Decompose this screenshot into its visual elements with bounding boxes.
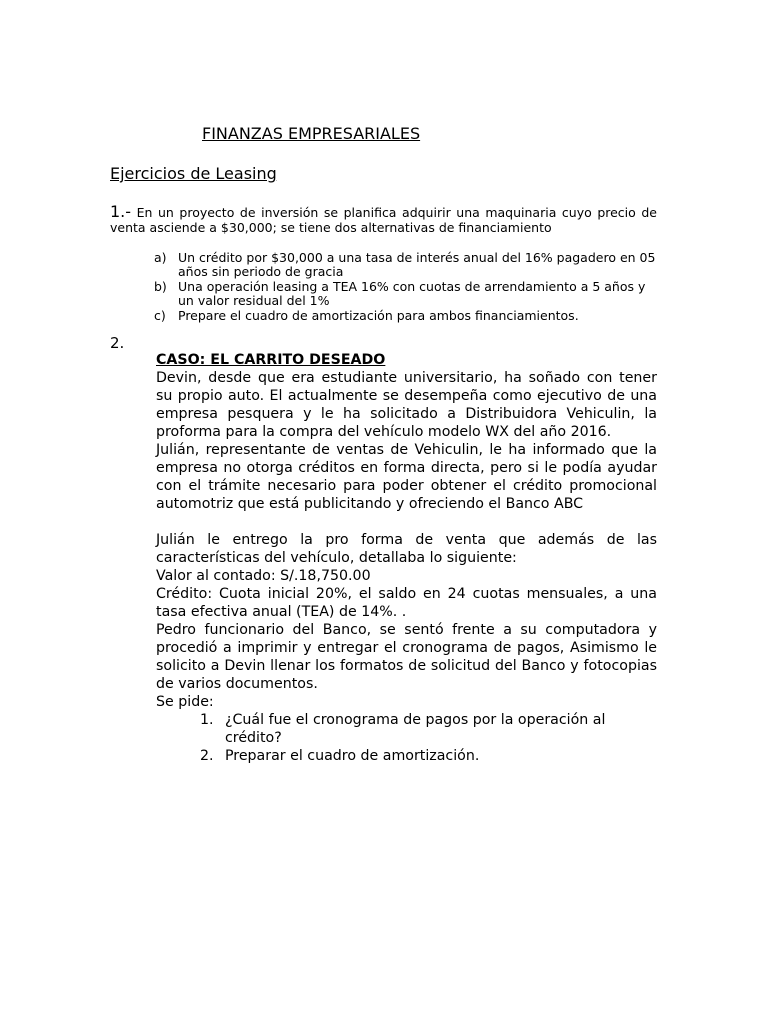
case-paragraph-1: Devin, desde que era estudiante universitario, ha soñado con tener su propio auto. El actualmente se desempeña como ejecutivo de una empresa pesquera y le ha solicitado a Distribuidora Vehiculin, la proforma para la compra del vehículo modelo WX del año 2016. xyxy=(156,370,657,440)
blank-line xyxy=(156,513,657,531)
question-1-number: 1.- xyxy=(110,202,132,221)
list-item-text: Prepare el cuadro de amortización para ambos financiamientos. xyxy=(178,307,579,323)
se-pide-label: Se pide: xyxy=(156,694,214,710)
list-item xyxy=(200,711,657,747)
case-study xyxy=(156,351,657,765)
question-1-text: En un proyecto de inversión se planifica adquirir una maquinaria cuyo precio de venta asciende a $30,000; se tiene dos alternativas de financiamiento xyxy=(110,205,657,235)
list-item xyxy=(154,309,657,323)
credit-terms: Crédito: Cuota inicial 20%, el saldo en 24 cuotas mensuales, a una tasa efectiva anual (TEA) de 14%. . xyxy=(156,586,657,620)
question-1-options xyxy=(154,251,657,323)
document-subtitle: Ejercicios de Leasing xyxy=(110,164,277,183)
case-paragraph-2: Julián, representante de ventas de Vehiculin, le ha informado que la empresa no otorga créditos en forma directa, pero si le podía ayudar con el trámite necesario para poder obtener el crédito promocional automotriz que está publicitando y ofreciendo el Banco ABC xyxy=(156,442,657,512)
case-paragraph-3: Julián le entrego la pro forma de venta que además de las características del vehículo, detallaba lo siguiente: xyxy=(156,532,657,566)
list-item xyxy=(154,251,657,280)
question-1 xyxy=(110,204,657,235)
list-item-marker: c) xyxy=(154,307,166,323)
task-list xyxy=(200,711,657,765)
list-item xyxy=(200,747,657,765)
list-item-text: Preparar el cuadro de amortización. xyxy=(225,748,480,764)
list-item xyxy=(154,280,657,309)
list-item-text: ¿Cuál fue el cronograma de pagos por la operación al crédito? xyxy=(225,712,606,746)
list-item-marker: 1. xyxy=(200,712,214,728)
question-2-number: 2. xyxy=(110,334,125,352)
list-item-marker: b) xyxy=(154,278,167,294)
case-paragraph-4: Pedro funcionario del Banco, se sentó frente a su computadora y procedió a imprimir y entregar el cronograma de pagos, Asimismo le solicito a Devin llenar los formatos de solicitud del Banco y fotocopias de varios documentos. xyxy=(156,622,657,692)
list-item-marker: 2. xyxy=(200,748,214,764)
list-item-marker: a) xyxy=(154,250,167,265)
list-item-text: Una operación leasing a TEA 16% con cuotas de arrendamiento a 5 años y un valor residual del 1% xyxy=(178,278,646,309)
cash-value: Valor al contado: S/.18,750.00 xyxy=(156,568,371,584)
document-title: FINANZAS EMPRESARIALES xyxy=(202,124,421,143)
case-title: CASO: EL CARRITO DESEADO xyxy=(156,352,386,368)
list-item-text: Un crédito por $30,000 a una tasa de interés anual del 16% pagadero en 05 años sin periodo de gracia xyxy=(178,250,656,280)
